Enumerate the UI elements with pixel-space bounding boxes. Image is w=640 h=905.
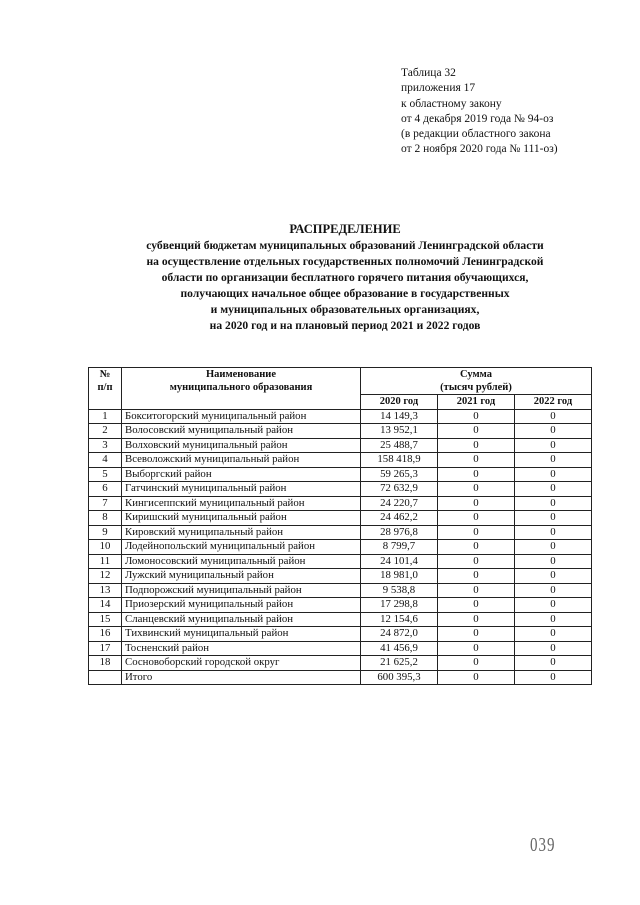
row-name: Бокситогорский муниципальный район [122,409,361,424]
row-2022: 0 [515,583,592,598]
row-num: 6 [89,482,122,497]
row-2022: 0 [515,511,592,526]
row-2022: 0 [515,496,592,511]
row-2020: 24 872,0 [361,627,438,642]
row-num: 14 [89,598,122,613]
header-name-line2: муниципального образования [169,382,313,393]
row-name: Приозерский муниципальный район [122,598,361,613]
header-note-line: от 4 декабря 2019 года № 94-оз [401,112,554,125]
row-2020: 13 952,1 [361,424,438,439]
header-sum-line2: (тысяч рублей) [440,382,512,393]
table-row [89,627,592,642]
table-header-row [89,368,592,395]
row-2022: 0 [515,540,592,555]
row-2020: 14 149,3 [361,409,438,424]
row-num: 10 [89,540,122,555]
row-name: Подпорожский муниципальный район [122,583,361,598]
row-name: Волховский муниципальный район [122,438,361,453]
row-2022: 0 [515,598,592,613]
row-2022: 0 [515,438,592,453]
row-2021: 0 [438,525,515,540]
row-num: 13 [89,583,122,598]
total-num [89,670,122,685]
row-num: 12 [89,569,122,584]
page-mark: 039 [530,835,556,857]
header-year-2021: 2021 год [438,395,515,410]
row-2020: 24 462,2 [361,511,438,526]
title-line: на 2020 год и на плановый период 2021 и 2022 годов [209,319,481,332]
row-2021: 0 [438,554,515,569]
row-2022: 0 [515,482,592,497]
table-row [89,482,592,497]
table-row [89,598,592,613]
row-2020: 158 418,9 [361,453,438,468]
table-row [89,467,592,482]
header-note-line: приложения 17 [401,82,476,95]
row-2020: 18 981,0 [361,569,438,584]
row-2020: 24 101,4 [361,554,438,569]
row-2020: 24 220,7 [361,496,438,511]
table-row [89,583,592,598]
row-name: Лодейнопольский муниципальный район [122,540,361,555]
row-2022: 0 [515,656,592,671]
table-row [89,569,592,584]
table-row [89,540,592,555]
header-note-line: (в редакции областного закона [401,128,551,141]
row-2020: 28 976,8 [361,525,438,540]
row-2021: 0 [438,453,515,468]
header-note-line: к областному закону [401,97,502,110]
row-2022: 0 [515,424,592,439]
row-name: Кировский муниципальный район [122,525,361,540]
row-2020: 59 265,3 [361,467,438,482]
row-name: Кингисеппский муниципальный район [122,496,361,511]
row-num: 7 [89,496,122,511]
row-2022: 0 [515,612,592,627]
header-num-line1: № [99,369,111,380]
row-name: Волосовский муниципальный район [122,424,361,439]
row-num: 17 [89,641,122,656]
row-2020: 17 298,8 [361,598,438,613]
row-2021: 0 [438,598,515,613]
header-year-2020: 2020 год [361,395,438,410]
header-num-line2: п/п [97,382,113,393]
table-row [89,656,592,671]
row-num: 15 [89,612,122,627]
row-2022: 0 [515,627,592,642]
document-title [60,221,630,334]
table-row [89,424,592,439]
row-name: Тосненский район [122,641,361,656]
title-main: РАСПРЕДЕЛЕНИЕ [289,222,401,236]
row-name: Ломоносовский муниципальный район [122,554,361,569]
table-row [89,641,592,656]
row-num: 3 [89,438,122,453]
total-2021: 0 [438,670,515,685]
row-2020: 25 488,7 [361,438,438,453]
table-row [89,612,592,627]
row-2021: 0 [438,409,515,424]
header-name-line1: Наименование [206,369,276,380]
table-row [89,409,592,424]
row-2020: 9 538,8 [361,583,438,598]
row-name: Сосновоборский городской округ [122,656,361,671]
header-year-2022: 2022 год [515,395,592,410]
title-line: области по организации бесплатного горячего питания обучающихся, [161,271,529,284]
row-2020: 21 625,2 [361,656,438,671]
row-num: 8 [89,511,122,526]
distribution-table [88,367,592,685]
table-row [89,453,592,468]
title-line: субвенций бюджетам муниципальных образований Ленинградской области [146,239,544,252]
row-num: 2 [89,424,122,439]
row-2021: 0 [438,583,515,598]
table-body [89,409,592,685]
row-2021: 0 [438,511,515,526]
row-2020: 41 456,9 [361,641,438,656]
row-2021: 0 [438,540,515,555]
header-note [401,66,631,158]
row-2022: 0 [515,554,592,569]
row-name: Гатчинский муниципальный район [122,482,361,497]
header-sum-line1: Сумма [460,369,492,380]
row-2021: 0 [438,612,515,627]
row-2020: 72 632,9 [361,482,438,497]
row-2021: 0 [438,641,515,656]
row-2021: 0 [438,627,515,642]
row-name: Выборгский район [122,467,361,482]
row-name: Всеволожский муниципальный район [122,453,361,468]
row-name: Лужский муниципальный район [122,569,361,584]
row-2022: 0 [515,453,592,468]
row-num: 9 [89,525,122,540]
total-2020: 600 395,3 [361,670,438,685]
row-2022: 0 [515,525,592,540]
row-2021: 0 [438,424,515,439]
header-name [122,368,361,410]
row-num: 4 [89,453,122,468]
header-note-line: от 2 ноября 2020 года № 111-оз) [401,143,558,156]
title-line: и муниципальных образовательных организациях, [210,303,480,316]
title-line: на осуществление отдельных государственных полномочий Ленинградской [146,255,544,268]
row-num: 16 [89,627,122,642]
row-2022: 0 [515,641,592,656]
row-2021: 0 [438,482,515,497]
row-2021: 0 [438,496,515,511]
row-name: Киришский муниципальный район [122,511,361,526]
row-name: Сланцевский муниципальный район [122,612,361,627]
table-row [89,554,592,569]
row-2020: 12 154,6 [361,612,438,627]
header-note-line: Таблица 32 [401,67,456,79]
row-2021: 0 [438,467,515,482]
row-name: Тихвинский муниципальный район [122,627,361,642]
row-2022: 0 [515,409,592,424]
row-2022: 0 [515,569,592,584]
row-2022: 0 [515,467,592,482]
total-label: Итого [122,670,361,685]
row-2021: 0 [438,656,515,671]
table-row [89,496,592,511]
row-num: 11 [89,554,122,569]
table-row [89,525,592,540]
header-num [89,368,122,410]
total-2022: 0 [515,670,592,685]
row-2020: 8 799,7 [361,540,438,555]
row-2021: 0 [438,569,515,584]
table-total-row [89,670,592,685]
row-num: 18 [89,656,122,671]
header-sum [361,368,592,395]
table-row [89,438,592,453]
title-line: получающих начальное общее образование в государственных [180,287,510,300]
row-2021: 0 [438,438,515,453]
row-num: 5 [89,467,122,482]
row-num: 1 [89,409,122,424]
table-row [89,511,592,526]
